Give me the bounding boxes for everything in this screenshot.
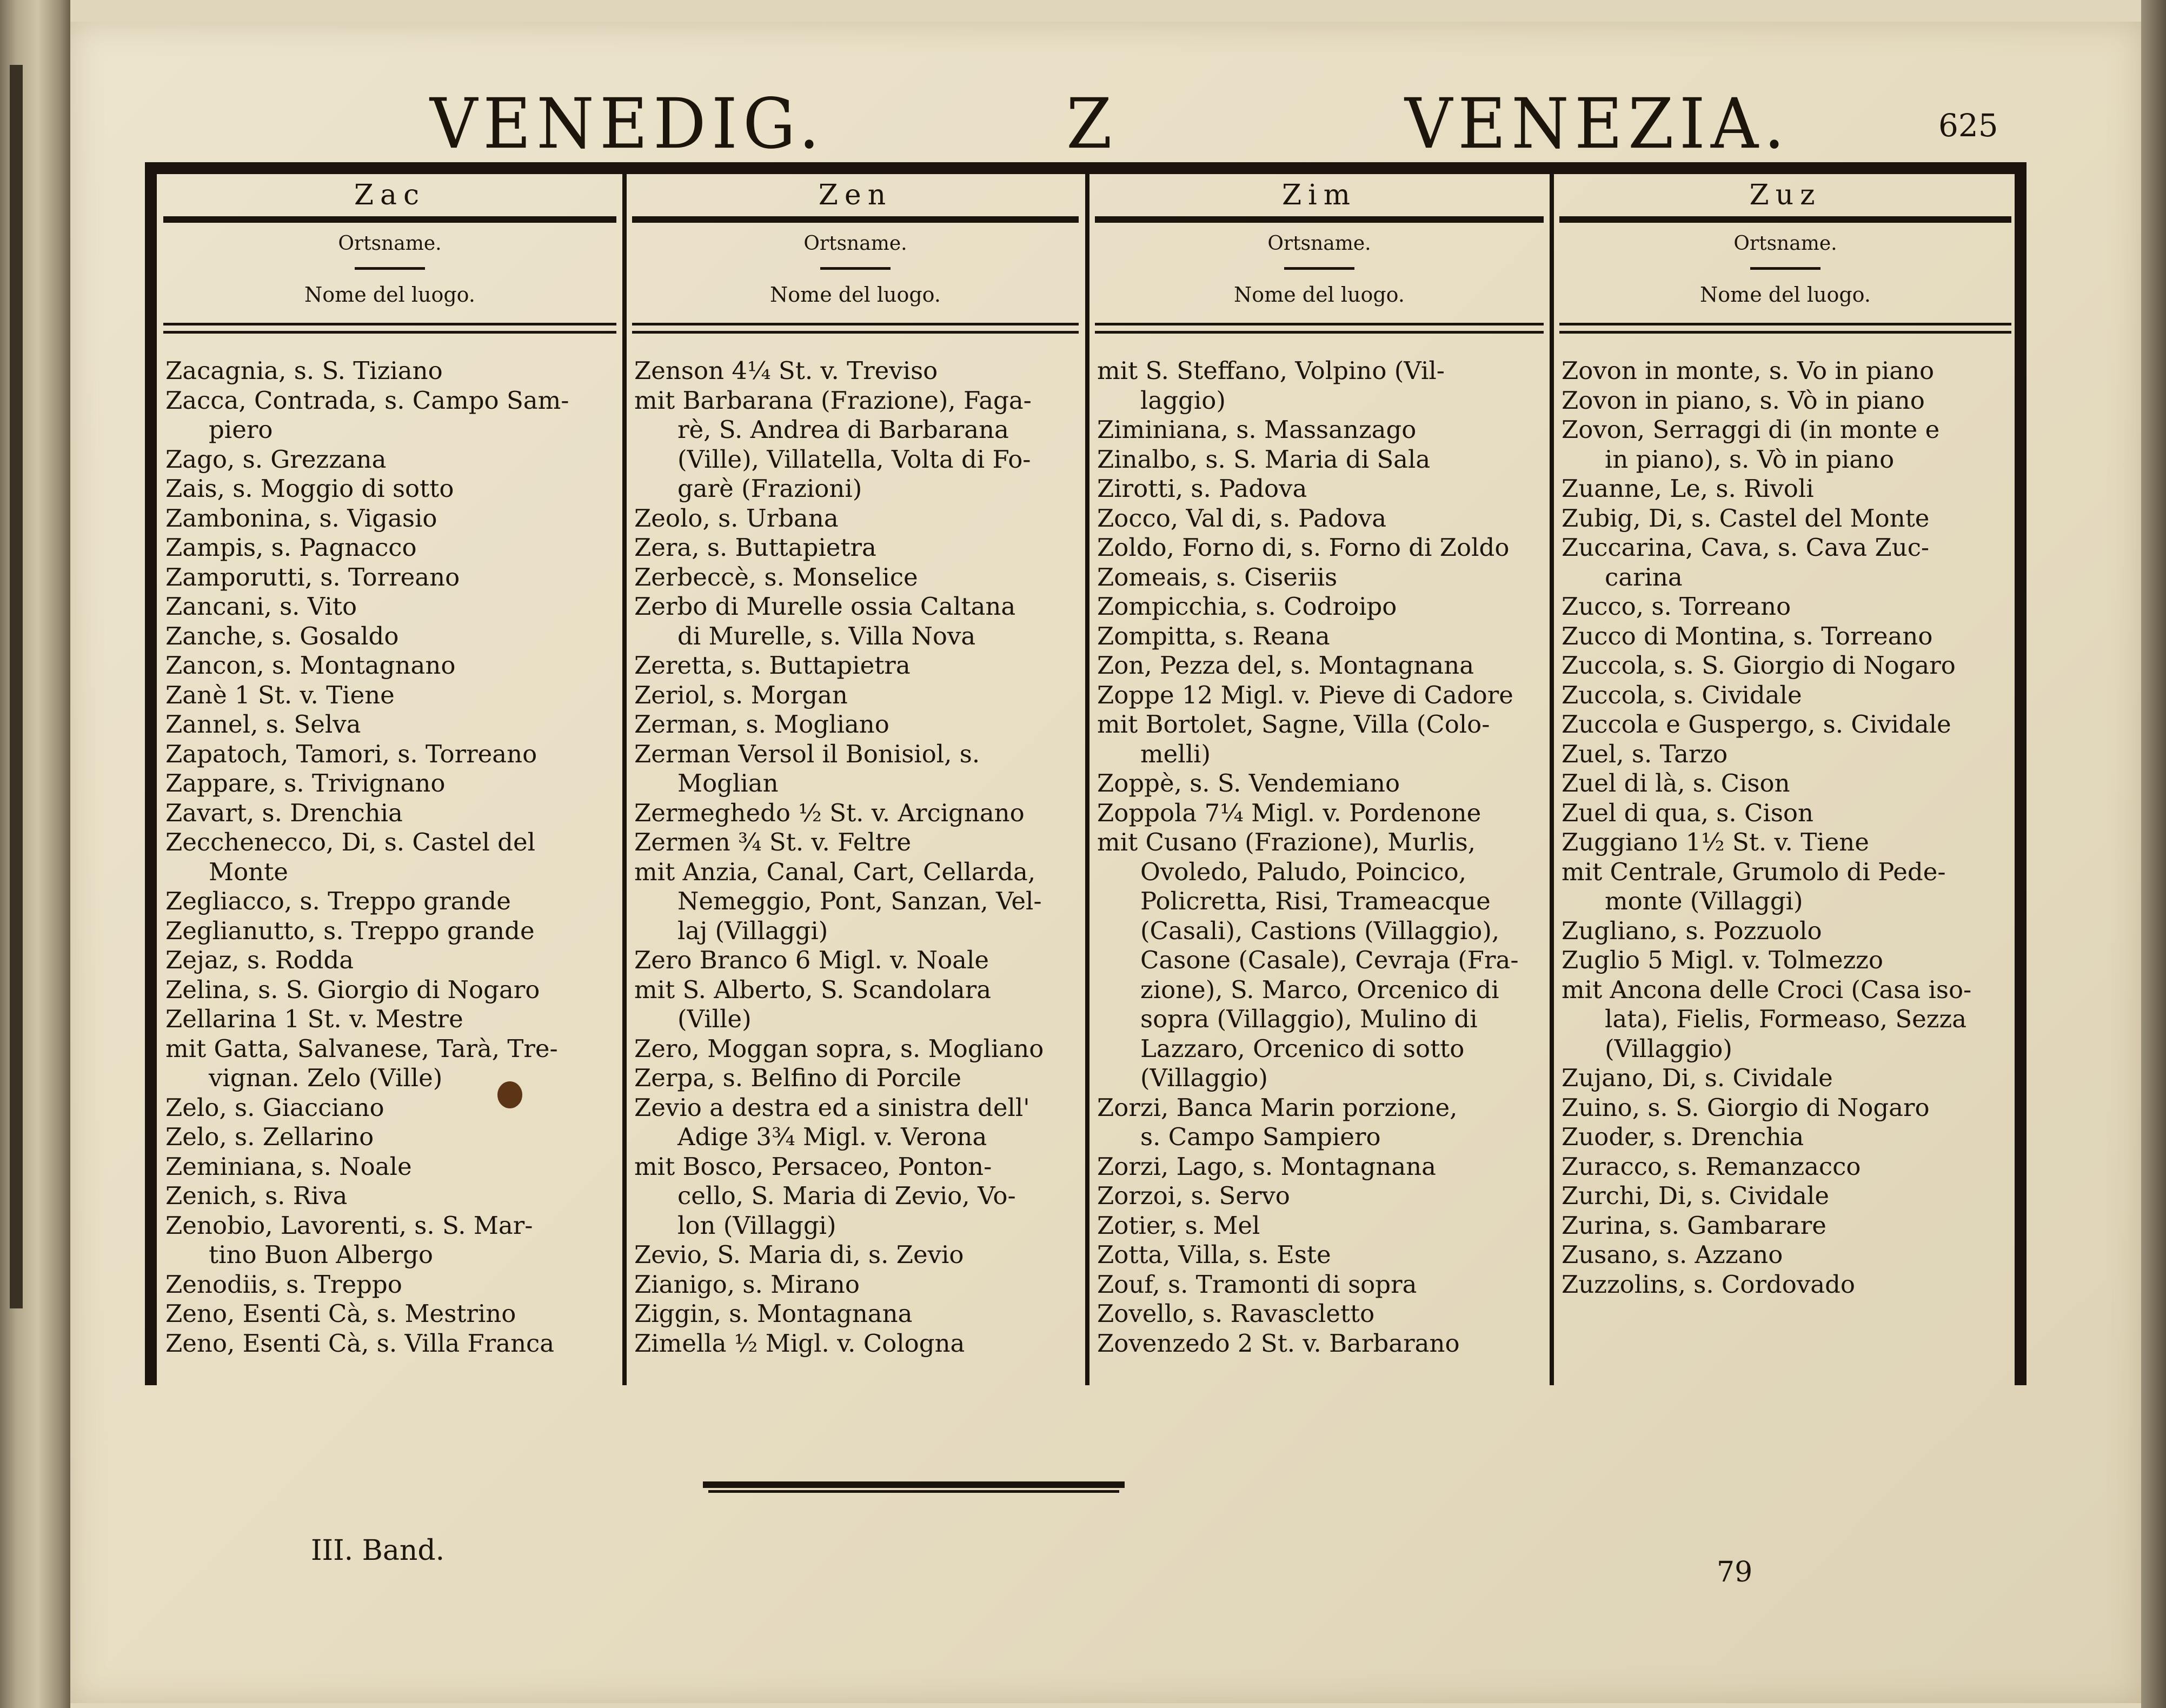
entry-line: cello, S. Maria di Zevio, Vo- (677, 1181, 1016, 1210)
entry-line: Zuel, s. Tarzo (1562, 739, 1728, 768)
entry-line: Zecchenecco, Di, s. Castel del (165, 828, 536, 856)
header-venedig: VENEDIG. (430, 83, 825, 164)
nome-del-luogo-label: Nome del luogo. (304, 283, 475, 307)
entry-line: monte (Villaggi) (1605, 887, 1803, 915)
entry-line: Zocco, Val di, s. Padova (1097, 503, 1387, 533)
column-title: Zuz (1749, 179, 1822, 211)
entry-line: Zeno, Esenti Cà, s. Mestrino (165, 1299, 516, 1328)
entry-line: (Villaggio) (1140, 1064, 1268, 1092)
entry-line: sopra (Villaggio), Mulino di (1140, 1005, 1478, 1033)
entry-line: Zambonina, s. Vigasio (165, 503, 437, 533)
entry-line: Zirotti, s. Padova (1097, 474, 1307, 503)
entry-line: Zucco di Montina, s. Torreano (1562, 621, 1933, 650)
header-venezia: VENEZIA. (1405, 83, 1790, 164)
entry-line: (Casali), Castions (Villaggio), (1140, 916, 1500, 945)
entry-list (1092, 356, 1547, 1358)
right-page-edge (2141, 0, 2166, 1708)
entry-line: Zais, s. Moggio di sotto (165, 474, 454, 503)
entry-line: Zoppe 12 Migl. v. Pieve di Cadore (1097, 680, 1513, 709)
entry-line: Zeriol, s. Morgan (634, 680, 848, 709)
entry-line: vignan. Zelo (Ville) (209, 1064, 443, 1092)
entry-line: Zerbeccè, s. Monselice (634, 562, 918, 592)
column-zuz (1556, 174, 2015, 1385)
double-rule (1095, 323, 1544, 334)
entry-line: s. Campo Sampiero (1140, 1122, 1381, 1151)
entry-line: Zeglianutto, s. Treppo grande (165, 916, 535, 945)
column-divider (1085, 174, 1089, 1385)
entry-list (1556, 356, 2015, 1299)
entry-line: Zoppola 7¼ Migl. v. Pordenone (1097, 798, 1481, 827)
column-zen (629, 174, 1082, 1385)
entry-line: Nemeggio, Pont, Sanzan, Vel- (677, 887, 1042, 915)
entry-line: Zero, Moggan sopra, s. Mogliano (634, 1034, 1044, 1063)
entry-line: Zenson 4¼ St. v. Treviso (634, 356, 938, 385)
entry-line: Zenobio, Lavorenti, s. S. Mar- (165, 1211, 533, 1240)
entry-line: Zinalbo, s. S. Maria di Sala (1097, 444, 1431, 474)
double-rule (632, 323, 1079, 334)
entry-line: Zeminiana, s. Noale (165, 1152, 412, 1181)
left-page-binding (10, 65, 23, 1308)
entry-line: Zevio, S. Maria di, s. Zevio (634, 1240, 964, 1269)
entry-line: Ziminiana, s. Massanzago (1097, 415, 1417, 444)
double-rule (163, 323, 616, 334)
column-title-rule (1095, 216, 1544, 223)
nome-del-luogo-label: Nome del luogo. (770, 283, 941, 307)
volume-label: III. Band. (311, 1534, 445, 1567)
entry-line: Moglian (677, 769, 779, 797)
entry-line: Zuccola e Guspergo, s. Cividale (1562, 710, 1951, 739)
entry-line: Zoldo, Forno di, s. Forno di Zoldo (1097, 533, 1510, 562)
entry-line: Zubig, Di, s. Castel del Monte (1562, 503, 1930, 533)
entry-line: zione), S. Marco, Orcenico di (1140, 975, 1499, 1004)
entry-line: Zuoder, s. Drenchia (1562, 1122, 1804, 1151)
double-rule (1559, 323, 2011, 334)
nome-del-luogo-label: Nome del luogo. (1234, 283, 1405, 307)
entry-line: Zon, Pezza del, s. Montagnana (1097, 651, 1474, 680)
entry-line: mit Barbarana (Frazione), Faga- (634, 386, 1032, 415)
entry-line: Ziggin, s. Montagnana (634, 1299, 913, 1328)
entry-line: di Murelle, s. Villa Nova (677, 621, 976, 650)
entry-line: Zeretta, s. Buttapietra (634, 651, 911, 680)
entry-line: Zanche, s. Gosaldo (165, 621, 399, 650)
entry-line: Zancani, s. Vito (165, 592, 357, 621)
entry-line: tino Buon Albergo (209, 1240, 434, 1269)
entry-line: Zuglio 5 Migl. v. Tolmezzo (1562, 946, 1883, 974)
entry-line: Zera, s. Buttapietra (634, 533, 876, 562)
entry-line: Zuzzolins, s. Cordovado (1562, 1270, 1856, 1299)
entry-line: Zero Branco 6 Migl. v. Noale (634, 946, 989, 974)
entry-line: mit Centrale, Grumolo di Pede- (1562, 857, 1946, 886)
entry-line: Zevio a destra ed a sinistra dell' (634, 1093, 1030, 1122)
entry-line: Zappare, s. Trivignano (165, 769, 446, 797)
entry-line: Zurina, s. Gambarare (1562, 1211, 1826, 1240)
ortsname-label: Ortsname. (803, 232, 907, 255)
entry-line: Zurchi, Di, s. Cividale (1562, 1181, 1830, 1210)
entry-line: Zoppè, s. S. Vendemiano (1097, 769, 1400, 797)
entry-line: Zeolo, s. Urbana (634, 503, 839, 533)
entry-line: Zejaz, s. Rodda (165, 946, 354, 974)
entry-line: lata), Fielis, Formeaso, Sezza (1605, 1005, 1967, 1033)
entry-line: Zannel, s. Selva (165, 710, 361, 739)
entry-line: Zuracco, s. Remanzacco (1562, 1152, 1861, 1181)
entry-line: Zerbo di Murelle ossia Caltana (634, 592, 1016, 621)
ortsname-label: Ortsname. (1267, 232, 1371, 255)
entry-line: Adige 3¾ Migl. v. Verona (677, 1122, 987, 1151)
entry-line: Zeno, Esenti Cà, s. Villa Franca (165, 1328, 555, 1358)
entry-line: mit S. Steffano, Volpino (Vil- (1097, 356, 1445, 385)
entry-list (629, 356, 1082, 1358)
entry-line: Zerman, s. Mogliano (634, 710, 889, 739)
ortsname-label: Ortsname. (1733, 232, 1837, 255)
entry-line: Zuel di là, s. Cison (1562, 769, 1790, 797)
entry-line: Policretta, Risi, Trameacque (1140, 887, 1491, 915)
column-title-rule (632, 216, 1079, 223)
column-title-rule (163, 216, 616, 223)
entry-line: Zianigo, s. Mirano (634, 1270, 860, 1299)
entry-line: Zujano, Di, s. Cividale (1562, 1064, 1833, 1092)
entry-line: mit S. Alberto, S. Scandolara (634, 975, 992, 1004)
header-letter: Z (1066, 83, 1118, 164)
column-divider (1550, 174, 1554, 1385)
entry-line: Zuccola, s. Cividale (1562, 680, 1802, 709)
entry-line: mit Gatta, Salvanese, Tarà, Tre- (165, 1034, 558, 1063)
signature-mark: 79 (1717, 1556, 1753, 1589)
column-title-rule (1559, 216, 2011, 223)
entry-line: Zuel di qua, s. Cison (1562, 798, 1813, 827)
entry-line: (Villaggio) (1605, 1034, 1732, 1063)
entry-line: Zorzi, Lago, s. Montagnana (1097, 1152, 1436, 1181)
entry-line: Zerpa, s. Belfino di Porcile (634, 1064, 962, 1092)
entry-line: Zancon, s. Montagnano (165, 651, 456, 680)
entry-line: Zouf, s. Tramonti di sopra (1097, 1270, 1417, 1299)
entry-list (160, 356, 620, 1358)
entry-line: Zampis, s. Pagnacco (165, 533, 417, 562)
entry-line: laj (Villaggi) (677, 916, 828, 945)
entry-line: Zimella ½ Migl. v. Cologna (634, 1328, 965, 1358)
entry-line: Zelo, s. Giacciano (165, 1093, 384, 1122)
entry-line: Zomeais, s. Ciseriis (1097, 562, 1338, 592)
column-title: Zac (354, 179, 426, 211)
entry-line: Zermen ¾ St. v. Feltre (634, 828, 912, 856)
column-title: Zim (1281, 179, 1357, 211)
short-rule (1750, 267, 1820, 270)
column-zac (160, 174, 620, 1385)
entry-line: Zovello, s. Ravascletto (1097, 1299, 1375, 1328)
entry-line: Zorzoi, s. Servo (1097, 1181, 1290, 1210)
nome-del-luogo-label: Nome del luogo. (1700, 283, 1871, 307)
entry-line: Zuccarina, Cava, s. Cava Zuc- (1562, 533, 1930, 562)
entry-line: mit Anzia, Canal, Cart, Cellarda, (634, 857, 1036, 886)
entry-line: Zuanne, Le, s. Rivoli (1562, 474, 1814, 503)
entry-line: (Ville), Villatella, Volta di Fo- (677, 444, 1031, 474)
entry-line: lon (Villaggi) (677, 1211, 836, 1240)
entry-line: Zusano, s. Azzano (1562, 1240, 1783, 1269)
short-rule (1284, 267, 1354, 270)
entry-line: Zerman Versol il Bonisiol, s. (634, 739, 980, 768)
entry-line: Zovon in piano, s. Vò in piano (1562, 386, 1925, 415)
entry-line: (Ville) (677, 1005, 752, 1033)
entry-line: Zegliacco, s. Treppo grande (165, 887, 511, 915)
entry-line: melli) (1140, 739, 1211, 768)
entry-line: Zelina, s. S. Giorgio di Nogaro (165, 975, 540, 1004)
ortsname-label: Ortsname. (338, 232, 442, 255)
entry-line: Zapatoch, Tamori, s. Torreano (165, 739, 537, 768)
bottom-rule (703, 1481, 1125, 1488)
bottom-rule-thin (708, 1490, 1119, 1493)
entry-line: Zuccola, s. S. Giorgio di Nogaro (1562, 651, 1956, 680)
entry-line: Zermeghedo ½ St. v. Arcignano (634, 798, 1025, 827)
entry-line: Zamporutti, s. Torreano (165, 562, 460, 592)
column-zim (1092, 174, 1547, 1385)
ink-spot (497, 1081, 522, 1108)
entry-line: Zugliano, s. Pozzuolo (1562, 916, 1822, 945)
entry-line: Zuino, s. S. Giorgio di Nogaro (1562, 1093, 1930, 1122)
entry-line: Zellarina 1 St. v. Mestre (165, 1005, 463, 1033)
entry-line: Monte (209, 857, 288, 886)
entry-line: Zenodiis, s. Treppo (165, 1270, 402, 1299)
entry-line: Casone (Casale), Cevraja (Fra- (1140, 946, 1519, 974)
entry-line: mit Ancona delle Croci (Casa iso- (1562, 975, 1972, 1004)
entry-line: Zacca, Contrada, s. Campo Sam- (165, 386, 569, 415)
page-number: 625 (1938, 107, 1998, 144)
entry-line: piero (209, 415, 273, 444)
entry-line: Zavart, s. Drenchia (165, 798, 403, 827)
entry-line: Zenich, s. Riva (165, 1181, 348, 1210)
entry-line: Zotier, s. Mel (1097, 1211, 1260, 1240)
column-divider (622, 174, 627, 1385)
entry-line: Zucco, s. Torreano (1562, 592, 1791, 621)
entry-line: Zanè 1 St. v. Tiene (165, 680, 395, 709)
entry-line: Ovoledo, Paludo, Poincico, (1140, 857, 1467, 886)
entry-line: mit Bosco, Persaceo, Ponton- (634, 1152, 992, 1181)
entry-line: in piano), s. Vò in piano (1605, 444, 1895, 474)
entry-line: Zelo, s. Zellarino (165, 1122, 374, 1151)
entry-line: rè, S. Andrea di Barbarana (677, 415, 1009, 444)
entry-line: Zago, s. Grezzana (165, 444, 387, 474)
entry-line: Zovon in monte, s. Vo in piano (1562, 356, 1935, 385)
entry-line: Zovon, Serraggi di (in monte e (1562, 415, 1940, 444)
entry-line: Zuggiano 1½ St. v. Tiene (1562, 828, 1869, 856)
entry-line: Zacagnia, s. S. Tiziano (165, 356, 443, 385)
entry-line: Zotta, Villa, s. Este (1097, 1240, 1331, 1269)
entry-line: Zompitta, s. Reana (1097, 621, 1330, 650)
short-rule (355, 267, 425, 270)
entry-line: Zorzi, Banca Marin porzione, (1097, 1093, 1458, 1122)
short-rule (820, 267, 891, 270)
column-title: Zen (818, 179, 893, 211)
entry-line: Lazzaro, Orcenico di sotto (1140, 1034, 1465, 1063)
entry-line: mit Bortolet, Sagne, Villa (Colo- (1097, 710, 1490, 739)
entry-line: garè (Frazioni) (677, 474, 862, 503)
entry-line: carina (1605, 562, 1683, 592)
entry-line: Zovenzedo 2 St. v. Barbarano (1097, 1328, 1460, 1358)
entry-line: mit Cusano (Frazione), Murlis, (1097, 828, 1476, 856)
entry-line: laggio) (1140, 386, 1226, 415)
entry-line: Zompicchia, s. Codroipo (1097, 592, 1397, 621)
